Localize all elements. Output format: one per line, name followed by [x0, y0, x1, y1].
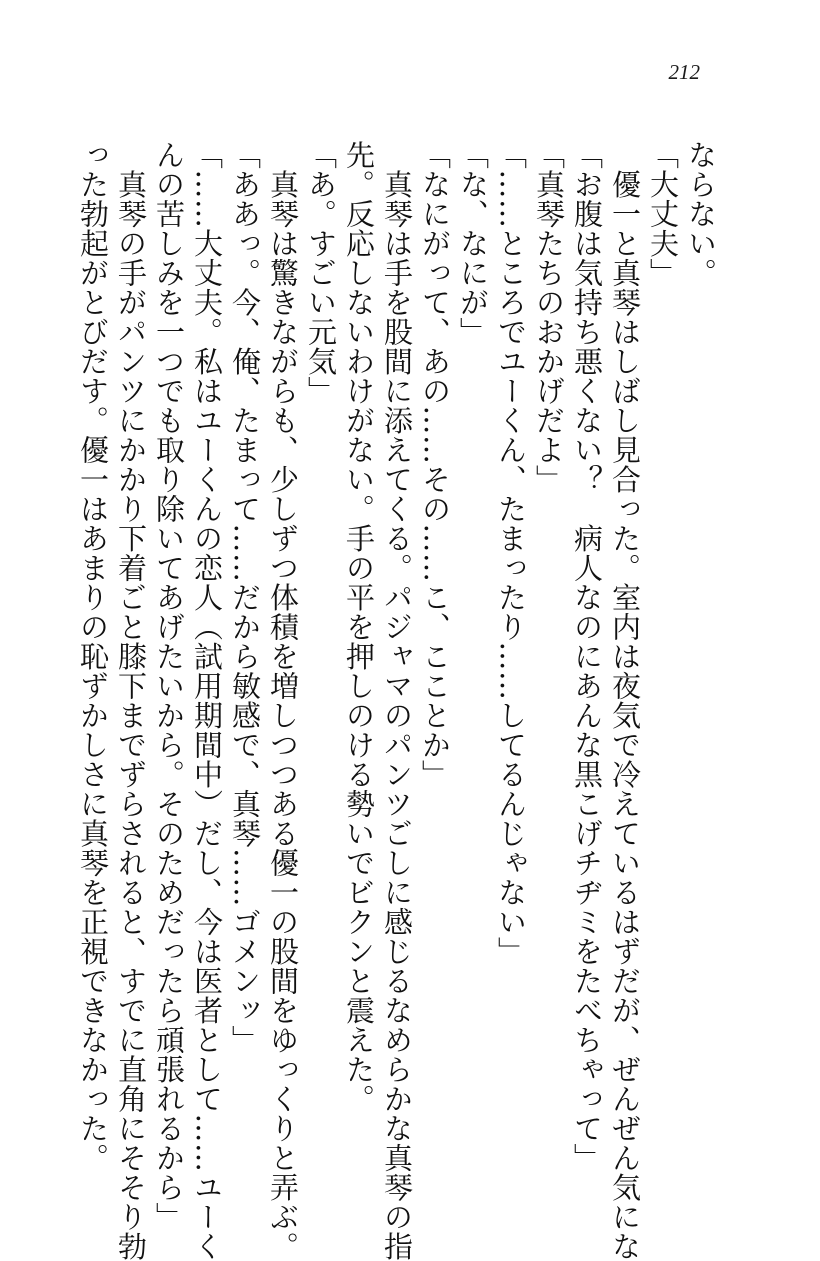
text-line: 「お腹は気持ち悪くない？ 病人なのにあんな黒こげチヂミをたべちゃって」: [570, 140, 604, 1173]
text-line: 優一と真琴はしばし見合った。室内は夜気で冷えているはずだが、ぜんぜん気にな: [608, 140, 642, 1261]
text-line: 「な、なにが」: [456, 140, 490, 347]
text-line: 「ああっ。今、俺、たまって……だから敏感で、真琴……ゴメンッ」: [228, 140, 262, 1055]
text-line: 「あ。すごい元気」: [304, 140, 338, 406]
text-line: 真琴は驚きながらも、少しずつ体積を増しつつある優一の股間をゆっくりと弄ぶ。: [266, 140, 300, 1261]
text-line: 「……大丈夫。私はユーくんの恋人（試用期間中）だし、今は医者として……ユーく: [190, 140, 224, 1261]
text-line: んの苦しみを一つでも取り除いてあげたいから。そのためだったら頑張れるから」: [152, 140, 186, 1232]
text-line: 先。反応しないわけがない。手の平を押しのける勢いでビクンと震えた。: [342, 140, 376, 1114]
text-line: ならない。: [684, 140, 718, 288]
text-line: 真琴の手がパンツにかかり下着ごと膝下までずらされると、すでに直角にそそり勃: [114, 140, 148, 1261]
text-line: った勃起がとびだす。優一はあまりの恥ずかしさに真琴を正視できなかった。: [76, 140, 110, 1173]
text-line: 真琴は手を股間に添えてくる。パジャマのパンツごしに感じるなめらかな真琴の指: [380, 140, 414, 1261]
vertical-text-body: [76, 140, 720, 1261]
page-number: 212: [668, 60, 700, 84]
text-line: 「真琴たちのおかげだよ」: [532, 140, 566, 494]
text-line: 「なにがって、あの……その……こ、こことか」: [418, 140, 452, 789]
text-line: 「……ところでユーくん、たまったり……してるんじゃない」: [494, 140, 528, 966]
text-line: 「大丈夫」: [646, 140, 680, 288]
